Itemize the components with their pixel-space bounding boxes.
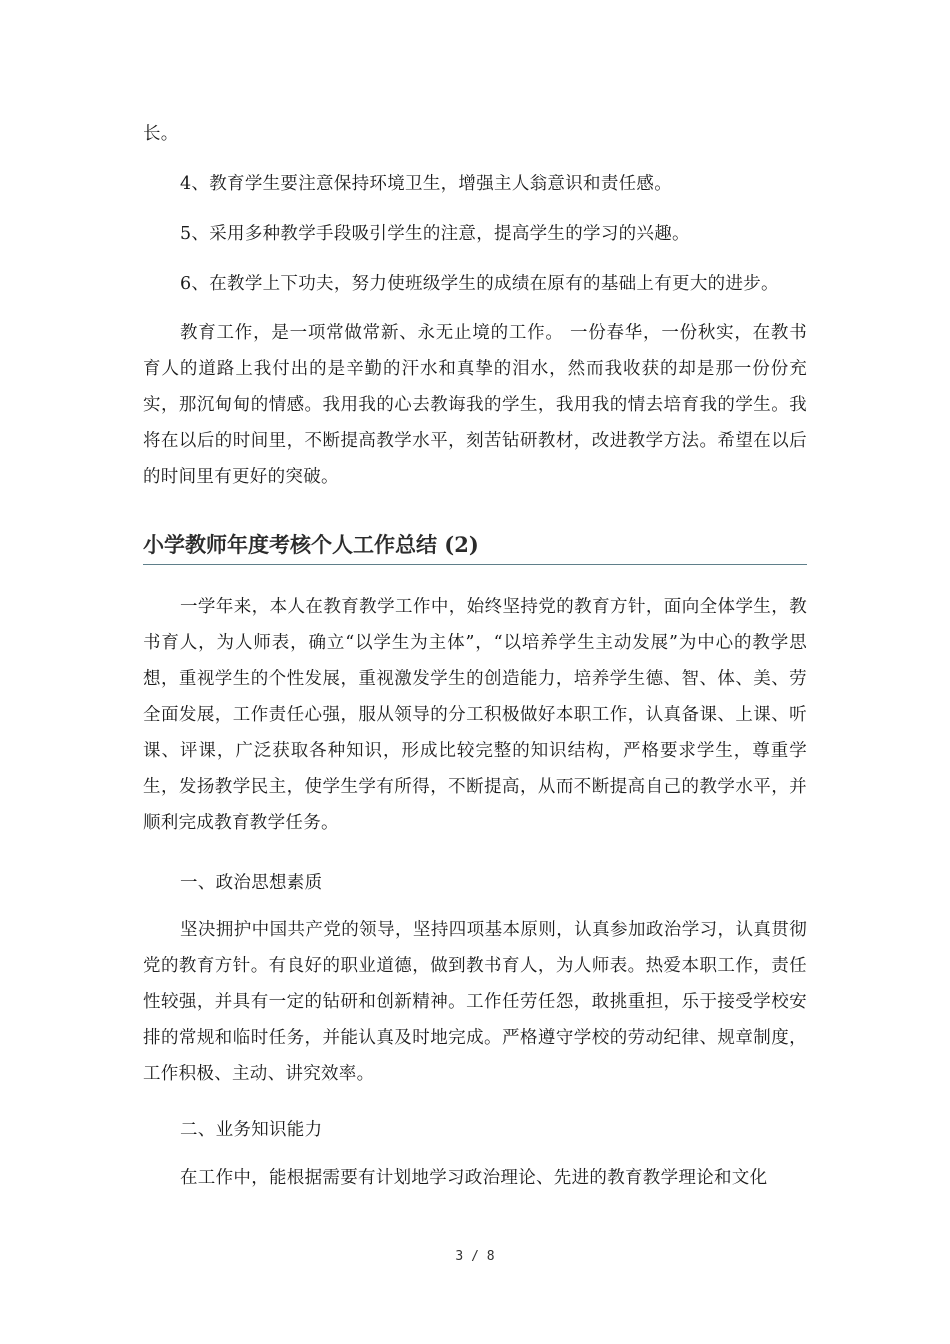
closing-paragraph: 教育工作，是一项常做常新、永无止境的工作。 一份春华，一份秋实，在教书育人的道路上我付出的是辛勤的汗水和真挚的泪水，然而我收获的却是那一份份充实，那沉甸甸的情感。我用我的心去教诲我的学生，我用我的情去培育我的学生。我将在以后的时间里，不断提高教学水平，刻苦钻研教材，改进教学方法。希望在以后的时间里有更好的突破。 bbox=[143, 323, 807, 487]
subheading-political: 一、政治思想素质 bbox=[180, 873, 323, 893]
list-item: 5、采用多种教学手段吸引学生的注意，提高学生的学习的兴趣。 bbox=[180, 224, 690, 244]
section-title: 小学教师年度考核个人工作总结 (2) bbox=[143, 530, 807, 565]
intro-paragraph: 一学年来，本人在教育教学工作中，始终坚持党的教育方针，面向全体学生，教书育人，为人师表，确立“以学生为主体”，“以培养学生主动发展”为中心的教学思想，重视学生的个性发展，重视激发学生的创造能力，培养学生德、智、体、美、劳全面发展，工作责任心强，服从领导的分工积极做好本职工作，认真备课、上课、听课、评课，广泛获取各种知识，形成比较完整的知识结构，严格要求学生，尊重学生，发扬教学民主，使学生学有所得，不断提高，从而不断提高自己的教学水平，并顺利完成教育教学任务。 bbox=[143, 597, 807, 833]
list-item: 6、在教学上下功夫，努力使班级学生的成绩在原有的基础上有更大的进步。 bbox=[180, 274, 779, 294]
political-paragraph: 坚决拥护中国共产党的领导，坚持四项基本原则，认真参加政治学习，认真贯彻党的教育方针。有良好的职业道德，做到教书育人，为人师表。热爱本职工作，责任性较强，并具有一定的钻研和创新精神。工作任劳任怨，敢挑重担，乐于接受学校安排的常规和临时任务，并能认真及时地完成。严格遵守学校的劳动纪律、规章制度，工作积极、主动、讲究效率。 bbox=[143, 920, 807, 1084]
subheading-professional: 二、业务知识能力 bbox=[180, 1120, 323, 1140]
page-number: 3 / 8 bbox=[455, 1249, 495, 1264]
continuation-text: 长。 bbox=[143, 124, 179, 144]
list-item: 4、教育学生要注意保持环境卫生，增强主人翁意识和责任感。 bbox=[180, 174, 673, 194]
professional-paragraph: 在工作中，能根据需要有计划地学习政治理论、先进的教育教学理论和文化 bbox=[180, 1168, 768, 1188]
